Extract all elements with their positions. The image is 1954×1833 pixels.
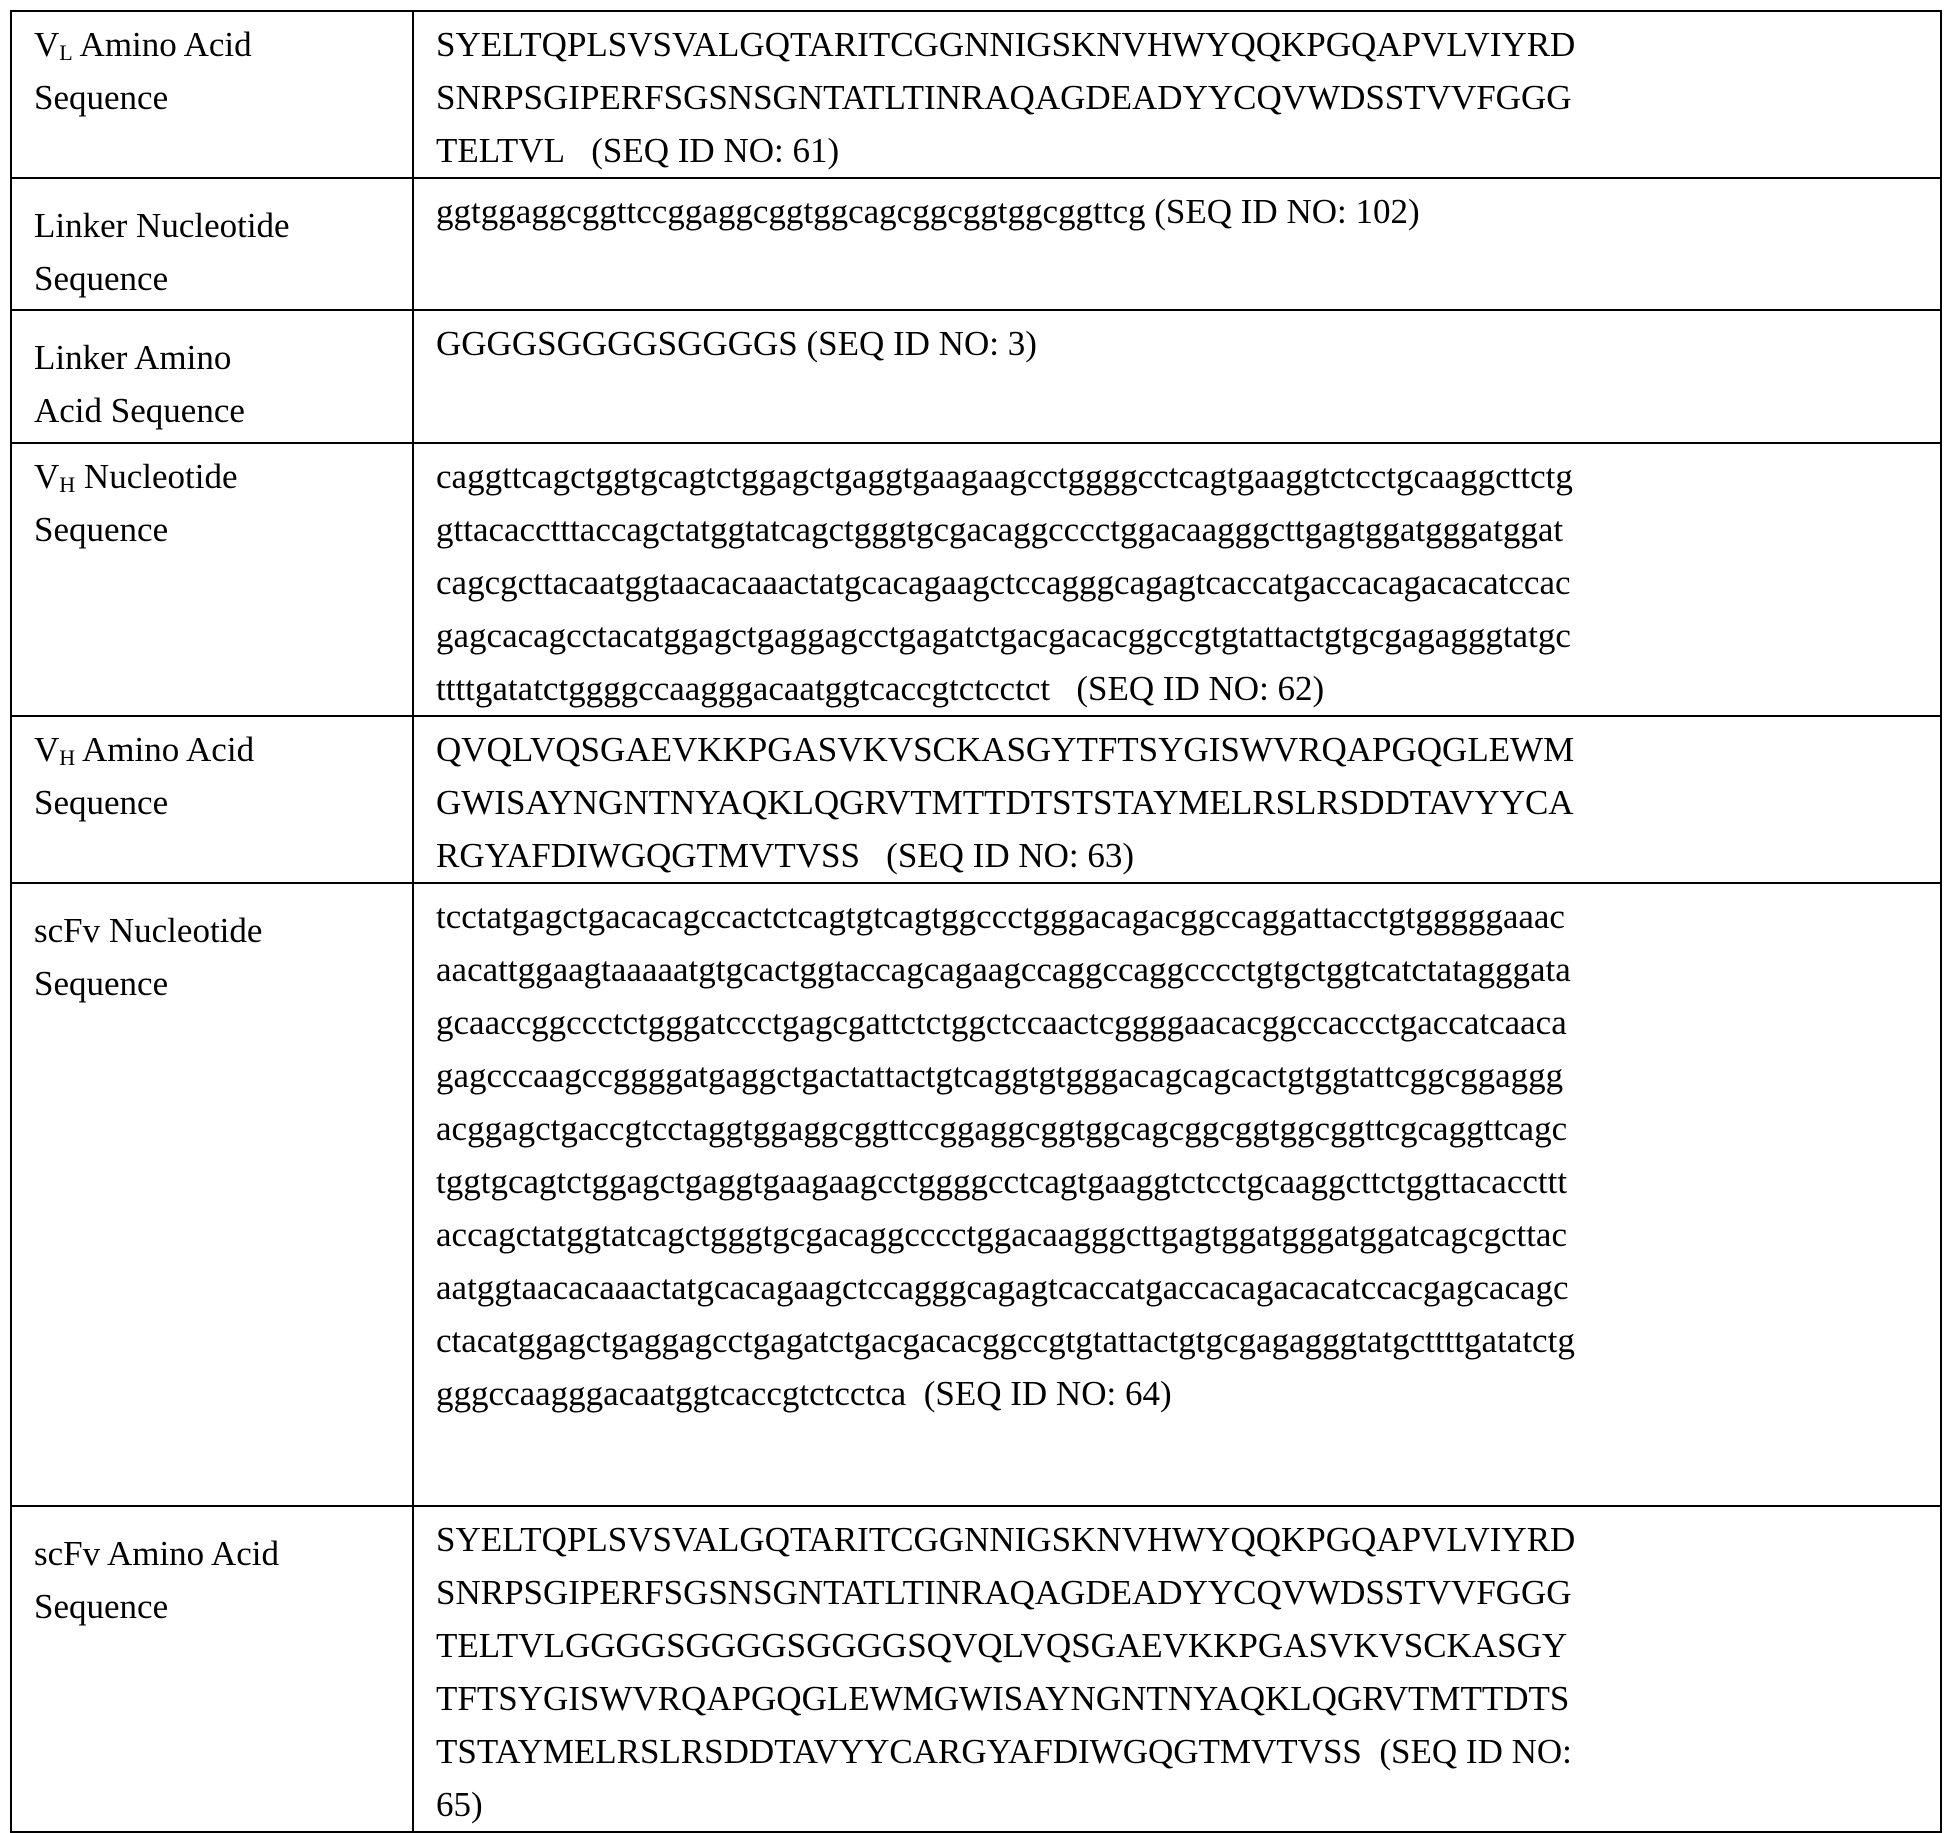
sequence-line: aatggtaacacaaactatgcacagaagctccagggcagagtcaccatgaccacagacacatccacgagcacagc <box>436 1261 1932 1314</box>
sequence-table-body <box>11 11 1941 1832</box>
sequence-line: TFTSYGISWVRQAPGQGLEWMGWISAYNGNTNYAQKLQGRVTMTTDTS <box>436 1672 1932 1725</box>
sequence-line: gttacacctttaccagctatggtatcagctgggtgcgacaggcccctggacaagggcttgagtggatgggatggat <box>436 503 1932 556</box>
sequence-line: acggagctgaccgtcctaggtggaggcggttccggaggcggtggcagcggcggtggcggttcgcaggttcagc <box>436 1102 1932 1155</box>
sequence-line: TELTVL (SEQ ID NO: 61) <box>436 124 1932 177</box>
sequence-line: ctacatggagctgaggagcctgagatctgacgacacggccgtgtattactgtgcgagagggtatgcttttgatatctg <box>436 1314 1932 1367</box>
row-label <box>11 443 413 716</box>
sequence-line: SNRPSGIPERFSGSNSGNTATLTINRAQAGDEADYYCQVWDSSTVVFGGG <box>436 71 1932 124</box>
row-label-line <box>34 904 404 957</box>
sequence-line: caggttcagctggtgcagtctggagctgaggtgaagaagcctggggcctcagtgaaggtctcctgcaaggcttctg <box>436 450 1932 503</box>
label-rest: Amino Acid <box>73 25 252 64</box>
label-prefix: V <box>34 25 59 64</box>
sequence-line: gagcccaagccggggatgaggctgactattactgtcaggtgtgggacagcagcactgtggtattcggcggaggg <box>436 1049 1932 1102</box>
sequence-line: QVQLVQSGAEVKKPGASVKVSCKASGYTFTSYGISWVRQAPGQGLEWM <box>436 723 1932 776</box>
table-row <box>11 1506 1941 1832</box>
sequence-line: SNRPSGIPERFSGSNSGNTATLTINRAQAGDEADYYCQVWDSSTVVFGGG <box>436 1566 1932 1619</box>
row-label-line: Sequence <box>34 776 404 829</box>
sequence-line: SYELTQPLSVSVALGQTARITCGGNNIGSKNVHWYQQKPGQAPVLVIYRD <box>436 18 1932 71</box>
table-row <box>11 11 1941 178</box>
table-row <box>11 310 1941 443</box>
label-prefix: scFv Amino Acid <box>34 1534 279 1573</box>
row-label-line: Sequence <box>34 957 404 1010</box>
sequence-line: tggtgcagtctggagctgaggtgaagaagcctggggcctcagtgaaggtctcctgcaaggcttctggttacaccttt <box>436 1155 1932 1208</box>
label-prefix: V <box>34 457 59 496</box>
row-label <box>11 11 413 178</box>
row-label-line <box>34 723 404 776</box>
sequence-line: cagcgcttacaatggtaacacaaactatgcacagaagctccagggcagagtcaccatgaccacagacacatccac <box>436 556 1932 609</box>
sequence-cell <box>413 443 1941 716</box>
row-label <box>11 1506 413 1832</box>
row-label-line <box>34 1527 404 1580</box>
table-row <box>11 883 1941 1506</box>
label-subscript: H <box>59 745 75 770</box>
label-rest: Nucleotide <box>75 457 237 496</box>
row-label-line <box>34 331 404 384</box>
sequence-cell <box>413 178 1941 310</box>
row-label <box>11 178 413 310</box>
sequence-line: ggtggaggcggttccggaggcggtggcagcggcggtggcggttcg (SEQ ID NO: 102) <box>436 185 1932 238</box>
row-label <box>11 310 413 443</box>
label-prefix: Linker Nucleotide <box>34 206 290 245</box>
row-label-line <box>34 18 404 71</box>
sequence-line: accagctatggtatcagctgggtgcgacaggcccctggacaagggcttgagtggatgggatggatcagcgcttac <box>436 1208 1932 1261</box>
row-label-line <box>34 199 404 252</box>
sequence-line: gggccaagggacaatggtcaccgtctcctca (SEQ ID NO: 64) <box>436 1367 1932 1420</box>
table-row <box>11 443 1941 716</box>
row-label-line: Sequence <box>34 1580 404 1633</box>
row-label-line <box>34 450 404 503</box>
sequence-line: TELTVLGGGGSGGGGSGGGGSQVQLVQSGAEVKKPGASVKVSCKASGY <box>436 1619 1932 1672</box>
row-label-line: Sequence <box>34 503 404 556</box>
sequence-line: ttttgatatctggggccaagggacaatggtcaccgtctcctct (SEQ ID NO: 62) <box>436 662 1932 715</box>
sequence-cell <box>413 716 1941 883</box>
label-prefix: scFv Nucleotide <box>34 911 262 950</box>
sequence-line: SYELTQPLSVSVALGQTARITCGGNNIGSKNVHWYQQKPGQAPVLVIYRD <box>436 1513 1932 1566</box>
label-rest: Amino Acid <box>75 730 254 769</box>
sequence-line: 65) <box>436 1778 1932 1831</box>
row-label-line: Sequence <box>34 71 404 124</box>
sequence-line: GWISAYNGNTNYAQKLQGRVTMTTDTSTSTAYMELRSLRSDDTAVYYCA <box>436 776 1932 829</box>
sequence-cell <box>413 11 1941 178</box>
sequence-cell <box>413 1506 1941 1832</box>
row-label-line: Sequence <box>34 252 404 305</box>
label-subscript: H <box>59 472 75 497</box>
sequence-line: tcctatgagctgacacagccactctcagtgtcagtggccctgggacagacggccaggattacctgtgggggaaac <box>436 890 1932 943</box>
label-prefix: V <box>34 730 59 769</box>
sequence-cell <box>413 883 1941 1506</box>
row-label <box>11 716 413 883</box>
table-row <box>11 716 1941 883</box>
label-prefix: Linker Amino <box>34 338 231 377</box>
row-label <box>11 883 413 1506</box>
sequence-line: gagcacagcctacatggagctgaggagcctgagatctgacgacacggccgtgtattactgtgcgagagggtatgc <box>436 609 1932 662</box>
sequence-line: TSTAYMELRSLRSDDTAVYYCARGYAFDIWGQGTMVTVSS (SEQ ID NO: <box>436 1725 1932 1778</box>
sequence-line: GGGGSGGGGSGGGGS (SEQ ID NO: 3) <box>436 317 1932 370</box>
sequence-line: aacattggaagtaaaaatgtgcactggtaccagcagaagccaggccaggcccctgtgctggtcatctatagggata <box>436 943 1932 996</box>
row-label-line: Acid Sequence <box>34 384 404 437</box>
table-row <box>11 178 1941 310</box>
sequence-table <box>10 10 1942 1833</box>
sequence-line: RGYAFDIWGQGTMVTVSS (SEQ ID NO: 63) <box>436 829 1932 882</box>
label-subscript: L <box>59 40 72 65</box>
sequence-cell <box>413 310 1941 443</box>
sequence-line: gcaaccggccctctgggatccctgagcgattctctggctccaactcggggaacacggccaccctgaccatcaaca <box>436 996 1932 1049</box>
